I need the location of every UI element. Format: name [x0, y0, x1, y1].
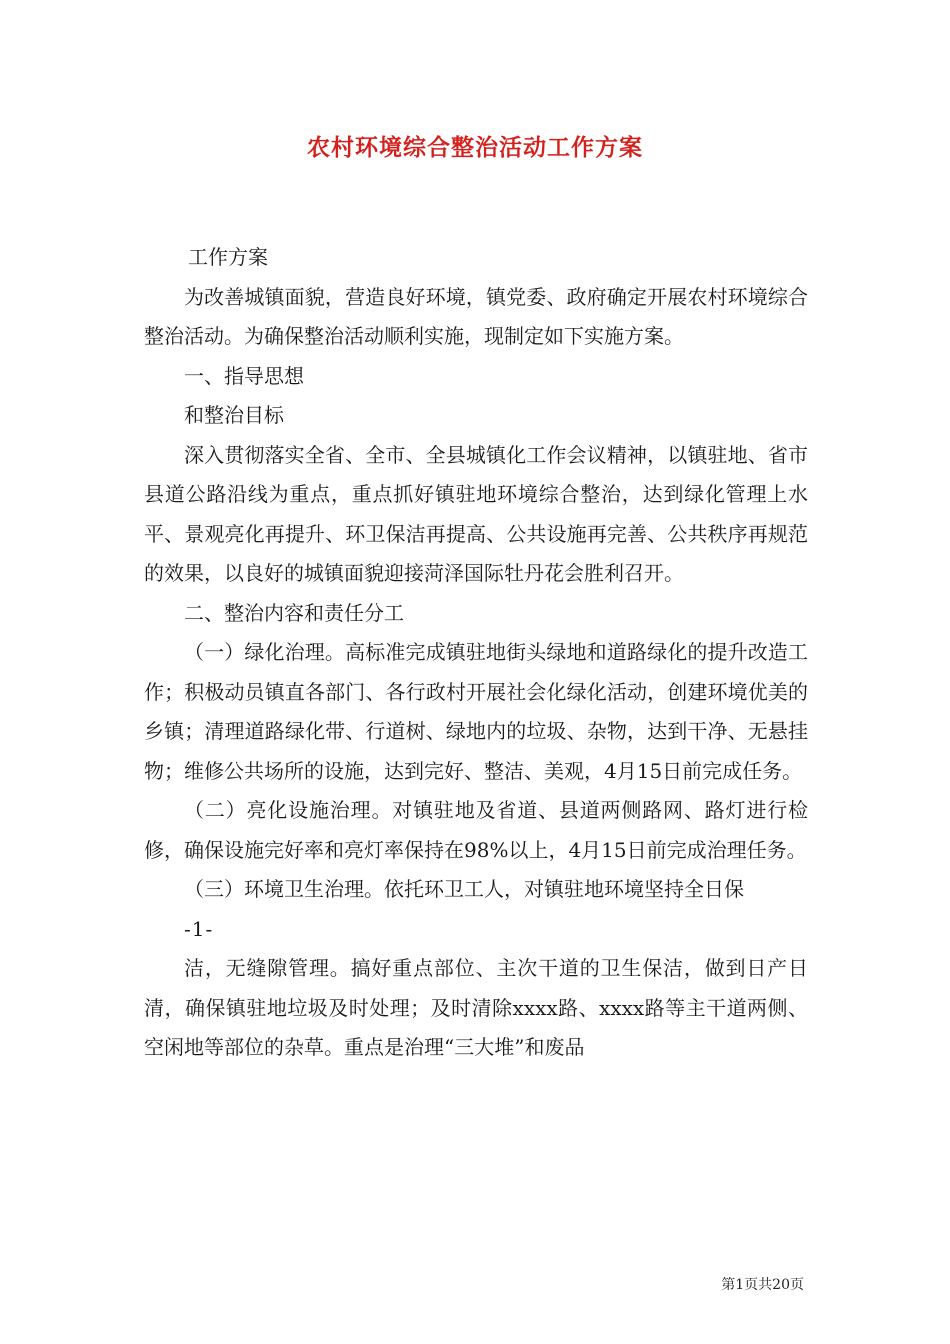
paragraph-sanitation: （三）环境卫生治理。依托环卫工人，对镇驻地环境坚持全日保 — [184, 877, 744, 901]
paragraph-guiding-thought: 深入贯彻落实全省、全市、全县城镇化工作会议精神，以镇驻地、省市县道公路沿线为重点，重点抓好镇驻地环境综合整治，达到绿化管理上水平、景观亮化再提升、环卫保洁再提高、公共设施再完善、公共秩序再规范的效果，以良好的城镇面貌迎接菏泽国际牡丹花会胜利召开。 — [144, 442, 808, 585]
heading-guiding-thought: 一、指导思想 — [184, 363, 304, 388]
paragraph-greening: （一）绿化治理。高标准完成镇驻地街头绿地和道路绿化的提升改造工作；积极动员镇直各部门、各行政村开展社会化绿化活动，创建环境优美的乡镇；清理道路绿化带、行道树、绿地内的垃圾、杂物，达到干净、无悬挂物；维修公共场所的设施，达到完好、整洁、美观，4月15日前完成任务。 — [144, 640, 808, 783]
paragraph-intro: 为改善城镇面貌，营造良好环境，镇党委、政府确定开展农村环境综合整治活动。为确保整治活动顺利实施，现制定如下实施方案。 — [144, 284, 808, 348]
subtitle: 工作方案 — [188, 245, 268, 269]
paragraph-continuation: 洁，无缝隙管理。搞好重点部位、主次干道的卫生保洁，做到日产日清，确保镇驻地垃圾及时处理；及时清除xxxx路、xxxx路等主干道两侧、空闲地等部位的杂草。重点是治理“三大堆”和废品 — [144, 956, 808, 1059]
heading-goal: 和整治目标 — [184, 403, 284, 427]
paragraph-lighting: （二）亮化设施治理。对镇驻地及省道、县道两侧路网、路灯进行检修，确保设施完好率和亮灯率保持在98%以上，4月15日前完成治理任务。 — [144, 798, 808, 862]
inline-page-marker: -1- — [184, 916, 214, 941]
document-title: 农村环境综合整治活动工作方案 — [307, 134, 643, 161]
heading-content-responsibility: 二、整治内容和责任分工 — [184, 600, 404, 625]
page-footer: 第1页共20页 — [721, 1277, 804, 1293]
document-body — [144, 238, 808, 1068]
